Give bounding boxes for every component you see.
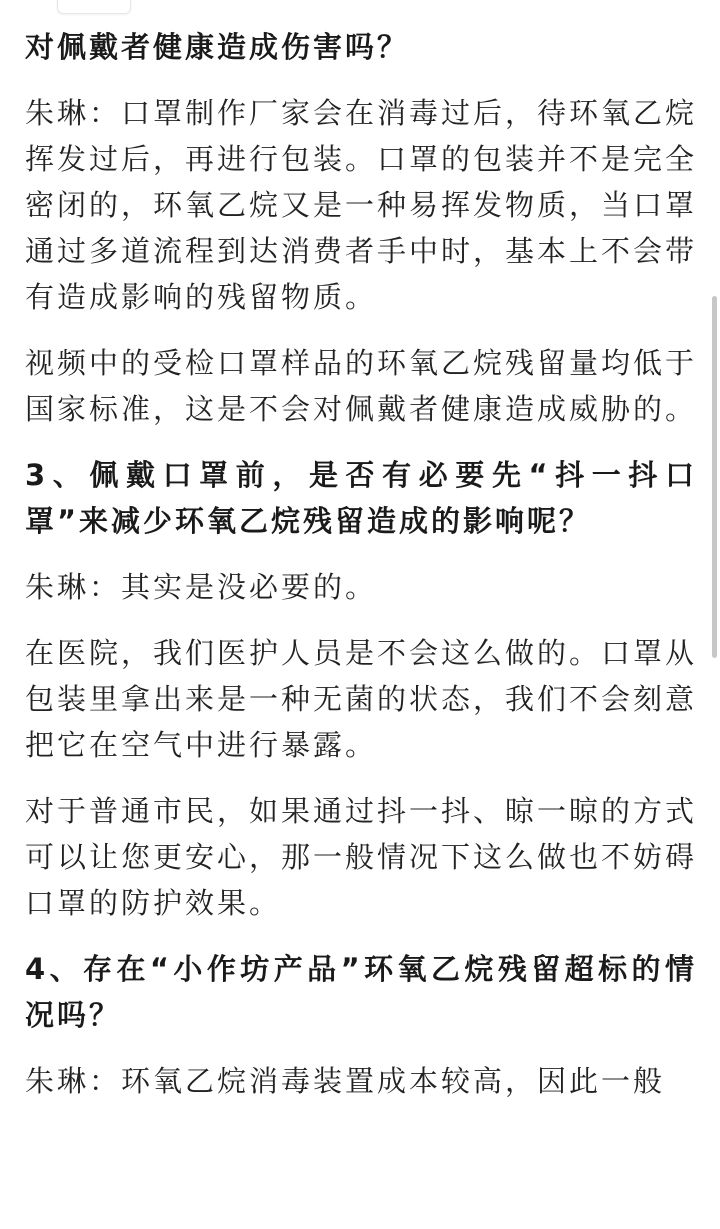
answer-paragraph: 朱琳：口罩制作厂家会在消毒过后，待环氧乙烷挥发过后，再进行包装。口罩的包装并不是完全密闭的，环氧乙烷又是一种易挥发物质，当口罩通过多道流程到达消费者手中时，基本上不会带有造成影响的残留物质。 xyxy=(25,96,698,314)
section-heading: 对佩戴者健康造成伤害吗？ xyxy=(25,30,410,64)
scrollbar-thumb[interactable] xyxy=(712,296,717,658)
answer-paragraph: 视频中的受检口罩样品的环氧乙烷残留量均低于国家标准，这是不会对佩戴者健康造成威胁的。 xyxy=(25,346,698,426)
answer-paragraph: 朱琳：其实是没必要的。 xyxy=(25,570,378,604)
answer-paragraph: 朱琳：环氧乙烷消毒装置成本较高，因此一般 xyxy=(25,1064,666,1098)
top-tab-handle xyxy=(57,0,131,14)
article-body xyxy=(25,24,697,1124)
answer-paragraph: 在医院，我们医护人员是不会这么做的。口罩从包装里拿出来是一种无菌的状态，我们不会刻意把它在空气中进行暴露。 xyxy=(25,636,698,762)
answer-paragraph: 对于普通市民，如果通过抖一抖、晾一晾的方式可以让您更安心，那一般情况下这么做也不妨碍口罩的防护效果。 xyxy=(25,794,698,920)
question-heading-4: 4、存在“小作坊产品”环氧乙烷残留超标的情况吗？ xyxy=(25,952,697,1032)
question-heading-3: 3、佩戴口罩前，是否有必要先“抖一抖口罩”来减少环氧乙烷残留造成的影响呢？ xyxy=(25,458,697,538)
